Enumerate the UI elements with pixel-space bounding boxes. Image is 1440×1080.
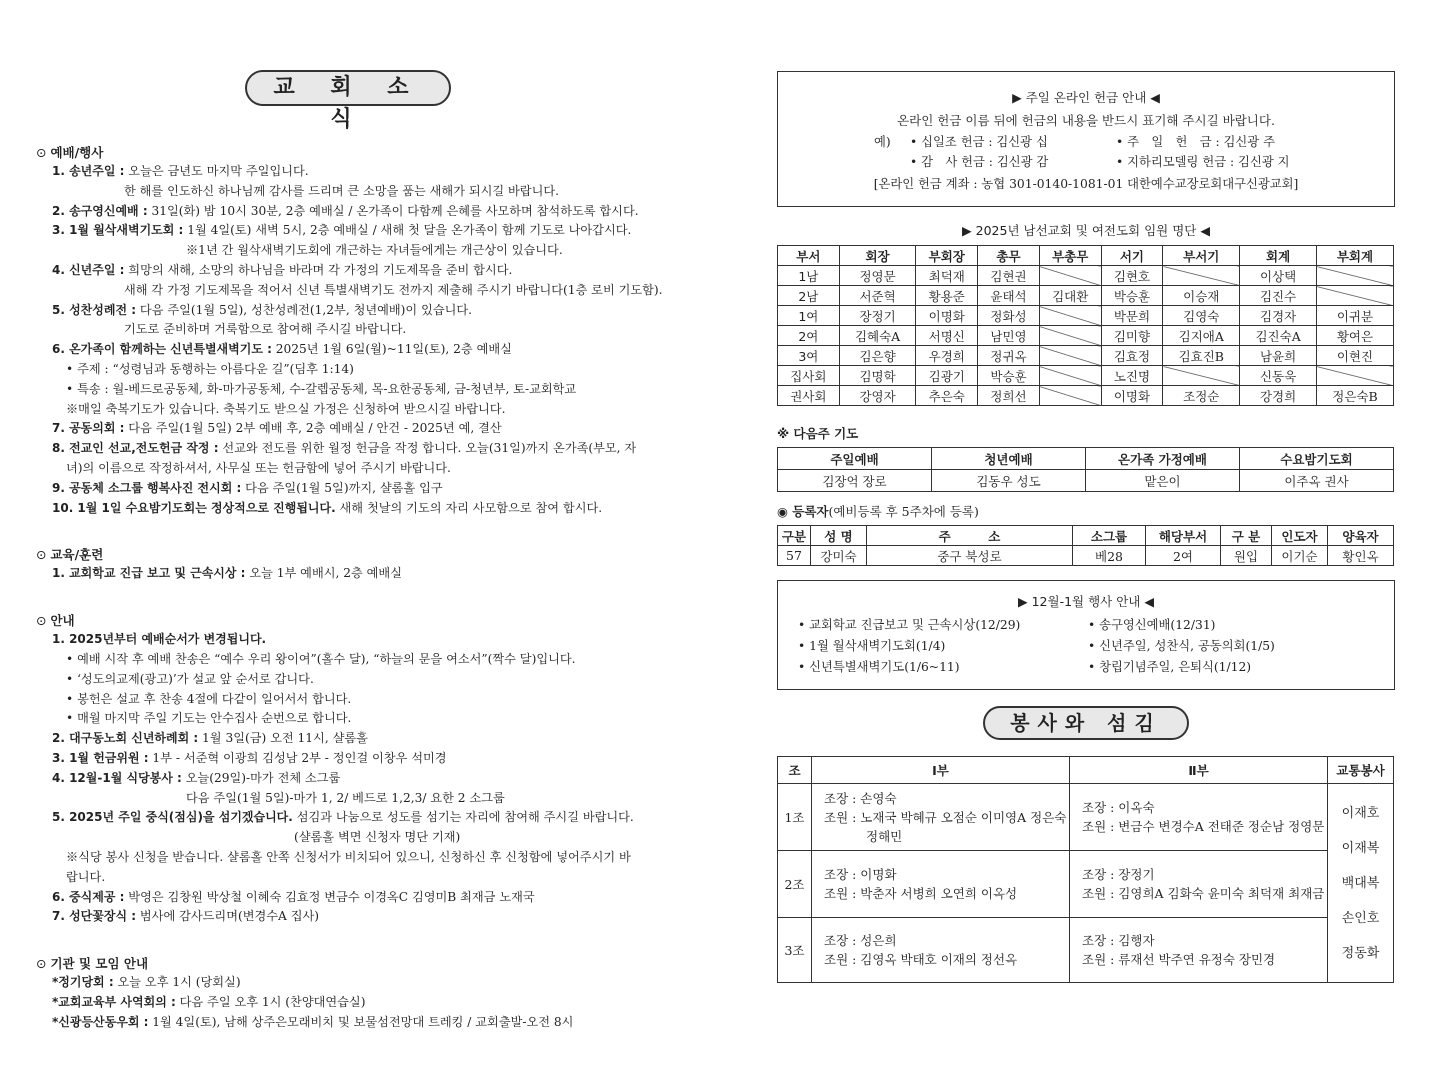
table-cell: 강미숙 xyxy=(811,546,867,566)
table-cell: 김현호 xyxy=(1101,266,1163,286)
list-item: 4. 신년주일 : 희망의 새해, 소망의 하나님을 바라며 각 가정의 기도제목을 준비 합시다. xyxy=(52,262,513,277)
list-item: • 매월 마지막 주일 기도는 안수집사 순번으로 합니다. xyxy=(66,711,352,726)
officers-title: ▶ 2025년 남선교회 및 여전도회 임원 명단 ◀ xyxy=(962,223,1210,238)
list-item: *신광등산동우회 : 1월 4일(토), 남해 상주은모래비치 및 보물섬전망대 트레킹 / 교회출발-오전 8시 xyxy=(52,1014,574,1029)
list-item: ※식당 봉사 신청을 받습니다. 샬롬홀 안쪽 신청서가 비치되어 있으니, 신청하신 후 신청함에 넣어주시기 바 xyxy=(66,849,631,864)
department-cell: 권사회 xyxy=(778,386,840,406)
column-header: 부회계 xyxy=(1316,246,1393,266)
table-cell: 중구 북성로 xyxy=(867,546,1073,566)
group-members: 조원 : 김영옥 박태호 이재의 정선옥 xyxy=(824,952,1018,967)
example-item: • 감 사 헌금 : 김신광 감 xyxy=(910,155,1049,169)
table-cell: 정은숙B xyxy=(1316,386,1393,406)
list-item: • ‘성도의교제(광고)’가 설교 앞 순서로 갑니다. xyxy=(66,671,314,686)
table-cell xyxy=(1316,366,1393,386)
group-part2 xyxy=(1070,784,1328,851)
registrants-heading: ◉ 등록자 xyxy=(777,504,829,519)
table-cell: 김동우 성도 xyxy=(932,470,1086,492)
online-offering-examples xyxy=(778,132,1394,172)
church-news-title: 교 회 소 식 xyxy=(245,70,451,106)
group-leader: 조장 : 손영숙 xyxy=(824,790,897,806)
column-header: 소그룹 xyxy=(1073,526,1146,546)
table-cell: 이승재 xyxy=(1163,286,1240,306)
list-item: • 특송 : 월-베드로공동체, 화-마가공동체, 수-갈렙공동체, 목-요한공동체, 금-청년부, 토-교회학교 xyxy=(66,381,577,396)
events-list xyxy=(778,615,1394,678)
list-item: 5. 2025년 주일 중식(점심)을 섬기겠습니다. 섬김과 나눔으로 성도를 섬기는 자리에 참여해 주시길 바랍니다. xyxy=(52,810,634,825)
groups-heading: ⊙ 기관 및 모임 안내 xyxy=(36,955,676,973)
table-cell: 남민영 xyxy=(978,326,1040,346)
table-row xyxy=(778,386,1394,406)
table-cell: 이현진 xyxy=(1316,346,1393,366)
table-cell xyxy=(1039,266,1101,286)
table-cell: 조정순 xyxy=(1163,386,1240,406)
traffic-name: 이재호 xyxy=(1341,805,1380,821)
table-cell xyxy=(1039,366,1101,386)
group-name: 3조 xyxy=(778,918,812,983)
table-row xyxy=(778,326,1394,346)
list-item: ※1년 간 월삭새벽기도회에 개근하는 자녀들에게는 개근상이 있습니다. xyxy=(186,243,563,258)
table-row xyxy=(778,470,1394,492)
traffic-name: 손인호 xyxy=(1341,910,1380,926)
group-name: 1조 xyxy=(778,784,812,851)
table-row xyxy=(778,366,1394,386)
table-cell xyxy=(1039,346,1101,366)
group-name: 2조 xyxy=(778,851,812,918)
table-cell xyxy=(1039,326,1101,346)
column-header: Ⅰ부 xyxy=(812,757,1070,784)
table-cell: 김진수 xyxy=(1240,286,1317,306)
worship-list xyxy=(36,162,676,518)
list-item: 1. 2025년부터 예배순서가 변경됩니다. xyxy=(52,632,267,647)
table-cell: 베28 xyxy=(1073,546,1146,566)
table-cell: 서준혁 xyxy=(839,286,916,306)
list-item: 1. 송년주일 : 오늘은 금년도 마지막 주일입니다. xyxy=(52,164,309,178)
list-item: *교회교육부 사역회의 : 다음 주일 오후 1시 (찬양대연습실) xyxy=(52,994,366,1009)
group-members: 조원 : 노재국 박혜규 오점순 이미영A 정은숙 정해민 xyxy=(824,809,1067,844)
table-cell: 김광기 xyxy=(916,366,978,386)
table-row xyxy=(778,266,1394,286)
example-label: 예) xyxy=(874,135,891,149)
table-cell: 김효정 xyxy=(1101,346,1163,366)
table-cell: 박승훈 xyxy=(1101,286,1163,306)
table-cell: 정귀옥 xyxy=(978,346,1040,366)
table-row xyxy=(778,286,1394,306)
table-cell: 김진숙A xyxy=(1240,326,1317,346)
table-cell: 김영숙 xyxy=(1163,306,1240,326)
department-cell: 1여 xyxy=(778,306,840,326)
church-news-page xyxy=(36,70,676,1032)
table-row xyxy=(778,546,1394,566)
table-cell: 서명신 xyxy=(916,326,978,346)
group-part1 xyxy=(812,918,1070,983)
table-cell: 우경희 xyxy=(916,346,978,366)
table-header-row xyxy=(778,757,1394,784)
department-cell: 집사회 xyxy=(778,366,840,386)
registrants-heading-line xyxy=(777,502,1395,522)
table-cell: 김미향 xyxy=(1101,326,1163,346)
table-row xyxy=(778,918,1394,983)
column-header: 구 분 xyxy=(1221,526,1272,546)
list-item: • 예배 시작 후 예배 찬송은 “예수 우리 왕이여”(홀수 달), “하늘의 문을 여소서”(짝수 달)입니다. xyxy=(66,651,576,666)
officers-rows xyxy=(778,266,1394,406)
table-cell: 이귀분 xyxy=(1316,306,1393,326)
list-item: 1. 교회학교 진급 보고 및 근속시상 : 오늘 1부 예배시, 2층 예배실 xyxy=(52,566,402,581)
table-cell xyxy=(1316,266,1393,286)
table-cell xyxy=(1163,366,1240,386)
list-item: 2. 송구영신예배 : 31일(화) 밤 10시 30분, 2층 예배실 / 온가족이 다함께 은혜를 사모하며 참석하도록 합시다. xyxy=(52,203,639,218)
traffic-name: 이재복 xyxy=(1341,840,1380,856)
table-cell: 맡은이 xyxy=(1086,470,1240,492)
group-members: 조원 : 류재선 박주연 유정숙 장민경 xyxy=(1082,952,1276,967)
list-item: 새해 각 가정 기도제목을 적어서 신년 특별새벽기도 전까지 제출해 주시기 바랍니다(1층 로비 기도함). xyxy=(124,282,663,297)
example-item: • 지하리모델링 헌금 : 김신광 지 xyxy=(1116,155,1290,169)
table-cell: 김경자 xyxy=(1240,306,1317,326)
column-header: 서기 xyxy=(1101,246,1163,266)
list-item: 6. 온가족이 함께하는 신년특별새벽기도 : 2025년 1월 6일(월)~11일(토), 2층 예배실 xyxy=(52,342,512,357)
table-row xyxy=(778,346,1394,366)
groups-list xyxy=(36,973,676,1032)
group-part2 xyxy=(1070,918,1328,983)
table-cell: 김효진B xyxy=(1163,346,1240,366)
group-part2 xyxy=(1070,851,1328,918)
list-item: 10. 1월 1일 수요밤기도회는 정상적으로 진행됩니다. 새해 첫날의 기도의 자리 사모함으로 참여 합시다. xyxy=(52,500,603,515)
group-part1 xyxy=(812,784,1070,851)
column-header: 해당부서 xyxy=(1146,526,1221,546)
list-item: 7. 성단꽃장식 : 범사에 감사드리며(변경수A 집사) xyxy=(52,909,320,924)
table-cell: 이상택 xyxy=(1240,266,1317,286)
events-title: ▶ 12월-1월 행사 안내 ◀ xyxy=(1018,594,1154,609)
list-item: • 송구영신예배(12/31) xyxy=(1088,618,1216,632)
table-cell xyxy=(1039,306,1101,326)
column-header: 수요밤기도회 xyxy=(1240,448,1394,470)
online-account: [온라인 헌금 계좌 : 농협 301-0140-1081-01 대한예수교장로회대구신광교회] xyxy=(873,177,1299,191)
column-header: 주 소 xyxy=(867,526,1073,546)
group-leader: 조장 : 성은희 xyxy=(824,933,897,948)
list-item: • 신년특별새벽기도(1/6~11) xyxy=(798,660,960,674)
table-cell: 김혜숙A xyxy=(839,326,916,346)
table-header-row xyxy=(778,448,1394,470)
table-cell: 김은향 xyxy=(839,346,916,366)
registrants-table xyxy=(777,525,1394,566)
list-item: • 봉헌은 설교 후 찬송 4절에 다같이 일어서서 합니다. xyxy=(66,691,352,706)
list-item: • 신년주일, 성찬식, 공동의회(1/5) xyxy=(1088,639,1275,653)
traffic-name: 정동화 xyxy=(1341,945,1380,961)
group-leader: 조장 : 장정기 xyxy=(1082,867,1155,882)
table-cell: 김대환 xyxy=(1039,286,1101,306)
list-item: 5. 성찬성례전 : 다음 주일(1월 5일), 성찬성례전(1,2부, 청년예배)이 있습니다. xyxy=(52,302,473,317)
list-item: • 주제 : “성령님과 동행하는 아름다운 길”(딤후 1:14) xyxy=(66,361,354,376)
list-item: 3. 1월 월삭새벽기도회 : 1월 4일(토) 새벽 5시, 2층 예배실 / 새해 첫 달을 온가족이 함께 기도로 나아갑시다. xyxy=(52,223,632,238)
column-header: 회계 xyxy=(1240,246,1317,266)
group-members: 조원 : 변금수 변경수A 전태준 정순남 정영문 xyxy=(1082,819,1325,834)
list-item: 7. 공동의회 : 다음 주일(1월 5일) 2부 예배 후, 2층 예배실 / 안건 - 2025년 예, 결산 xyxy=(52,421,502,436)
online-offering-desc: 온라인 헌금 이름 뒤에 헌금의 내용을 반드시 표기해 주시길 바랍니다. xyxy=(897,113,1275,128)
list-item: 3. 1월 헌금위원 : 1부 - 서준혁 이광희 김성남 2부 - 정인걸 이창우 석미경 xyxy=(52,750,447,765)
table-cell: 신동욱 xyxy=(1240,366,1317,386)
table-cell: 박승훈 xyxy=(978,366,1040,386)
table-cell: 이주옥 권사 xyxy=(1240,470,1394,492)
list-item: 4. 12월-1월 식당봉사 : 오늘(29일)-마가 전체 소그룹 xyxy=(52,770,341,785)
table-cell xyxy=(1163,266,1240,286)
table-cell: 황인옥 xyxy=(1328,546,1394,566)
table-cell: 최덕재 xyxy=(916,266,978,286)
table-cell: 황용준 xyxy=(916,286,978,306)
table-cell: 강영자 xyxy=(839,386,916,406)
table-cell: 김지애A xyxy=(1163,326,1240,346)
table-cell: 박문희 xyxy=(1101,306,1163,326)
table-cell: 강경희 xyxy=(1240,386,1317,406)
table-cell: 57 xyxy=(778,546,811,566)
online-offering-box xyxy=(777,71,1395,207)
education-heading: ⊙ 교육/훈련 xyxy=(36,546,676,564)
table-header-row xyxy=(778,246,1394,266)
table-row xyxy=(778,784,1394,851)
list-item: • 교회학교 진급보고 및 근속시상(12/29) xyxy=(798,618,1021,632)
list-item: 9. 공동체 소그룹 행복사진 전시회 : 다음 주일(1월 5일)까지, 샬롬홀 입구 xyxy=(52,480,443,495)
table-cell: 이기순 xyxy=(1272,546,1328,566)
department-cell: 1남 xyxy=(778,266,840,286)
right-page xyxy=(777,71,1395,983)
traffic-name: 백대복 xyxy=(1341,875,1380,891)
column-header: 구분 xyxy=(778,526,811,546)
column-header: 온가족 가정예배 xyxy=(1086,448,1240,470)
traffic-volunteers xyxy=(1328,784,1394,983)
service-title: 봉사와 섬김 xyxy=(983,706,1189,740)
table-cell: 노진명 xyxy=(1101,366,1163,386)
table-cell: 황여은 xyxy=(1316,326,1393,346)
table-cell: 원입 xyxy=(1221,546,1272,566)
events-box xyxy=(777,580,1395,690)
table-cell xyxy=(1316,286,1393,306)
group-part1 xyxy=(812,851,1070,918)
notice-heading: ⊙ 안내 xyxy=(36,612,676,630)
table-cell: 이명화 xyxy=(1101,386,1163,406)
worship-heading: ⊙ 예배/행사 xyxy=(36,144,676,162)
list-item: • 창립기념주일, 은퇴식(1/12) xyxy=(1088,660,1252,674)
service-table xyxy=(777,756,1394,983)
column-header: 성 명 xyxy=(811,526,867,546)
group-leader: 조장 : 김행자 xyxy=(1082,933,1155,948)
table-cell: 추은숙 xyxy=(916,386,978,406)
column-header: Ⅱ부 xyxy=(1070,757,1328,784)
column-header: 부서기 xyxy=(1163,246,1240,266)
list-item: ※매일 축복기도가 있습니다. 축복기도 받으실 가정은 신청하여 받으시길 바랍니다. xyxy=(66,401,506,416)
column-header: 양육자 xyxy=(1328,526,1394,546)
example-item: • 십일조 헌금 : 김신광 십 xyxy=(910,135,1048,149)
column-header: 주일예배 xyxy=(778,448,932,470)
table-cell: 정화성 xyxy=(978,306,1040,326)
list-item: 랍니다. xyxy=(66,869,106,884)
list-item: *정기당회 : 오늘 오후 1시 (당회실) xyxy=(52,975,241,990)
table-cell: 장정기 xyxy=(839,306,916,326)
list-item: • 1월 월삭새벽기도회(1/4) xyxy=(798,639,946,653)
list-item: 8. 전교인 선교,전도헌금 작정 : 선교와 전도를 위한 월정 헌금을 작정 합니다. 오늘(31일)까지 온가족(부모, 자 xyxy=(52,441,637,456)
column-header: 회장 xyxy=(839,246,916,266)
table-cell: 김현권 xyxy=(978,266,1040,286)
list-item: 한 해를 인도하신 하나님께 감사를 드리며 큰 소망을 품는 새해가 되시길 바랍니다. xyxy=(124,183,560,198)
list-item: (샬롬홀 벽면 신청자 명단 기재) xyxy=(294,830,461,845)
table-cell: 2여 xyxy=(1146,546,1221,566)
prayer-table xyxy=(777,447,1394,492)
table-header-row xyxy=(778,526,1394,546)
list-item: 녀)의 이름으로 작정하셔서, 사무실 또는 헌금함에 넣어 주시기 바랍니다. xyxy=(66,460,451,475)
column-header: 부회장 xyxy=(916,246,978,266)
table-cell: 남윤희 xyxy=(1240,346,1317,366)
table-row xyxy=(778,851,1394,918)
table-cell: 이명화 xyxy=(916,306,978,326)
table-cell: 김장억 장로 xyxy=(778,470,932,492)
column-header: 부서 xyxy=(778,246,840,266)
column-header: 청년예배 xyxy=(932,448,1086,470)
list-item: 2. 대구동노회 신년하례회 : 1월 3일(금) 오전 11시, 샬롬홀 xyxy=(52,731,368,746)
table-cell: 정희선 xyxy=(978,386,1040,406)
department-cell: 2여 xyxy=(778,326,840,346)
registrants-note: (예비등록 후 5주차에 등록) xyxy=(828,504,979,519)
department-cell: 3여 xyxy=(778,346,840,366)
table-cell xyxy=(1039,386,1101,406)
column-header: 교통봉사 xyxy=(1328,757,1394,784)
table-cell: 윤태석 xyxy=(978,286,1040,306)
list-item: 다음 주일(1월 5일)-마가 1, 2/ 베드로 1,2,3/ 요한 2 소그룹 xyxy=(186,790,505,805)
group-leader: 조장 : 이옥숙 xyxy=(1082,800,1155,815)
column-header: 부총무 xyxy=(1039,246,1101,266)
list-item: 6. 중식제공 : 박영은 김창원 박상철 이혜숙 김효정 변금수 이경옥C 김영미B 최재금 노재국 xyxy=(52,889,535,904)
table-cell: 김명학 xyxy=(839,366,916,386)
prayer-heading: ※ 다음주 기도 xyxy=(777,426,859,441)
example-item: • 주 일 헌 금 : 김신광 주 xyxy=(1116,135,1275,149)
group-leader: 조장 : 이명화 xyxy=(824,867,897,882)
department-cell: 2남 xyxy=(778,286,840,306)
notice-list xyxy=(36,630,676,927)
group-members: 조원 : 김영희A 김화숙 윤미숙 최덕재 최재금 xyxy=(1082,886,1325,901)
group-members: 조원 : 박춘자 서병희 오연희 이옥성 xyxy=(824,886,1018,901)
table-cell: 정영문 xyxy=(839,266,916,286)
column-header: 총무 xyxy=(978,246,1040,266)
table-row xyxy=(778,306,1394,326)
online-offering-title: ▶ 주일 온라인 헌금 안내 ◀ xyxy=(1012,90,1160,105)
officers-table xyxy=(777,245,1394,406)
list-item: 기도로 준비하며 거룩함으로 참여해 주시길 바랍니다. xyxy=(124,322,407,337)
column-header: 조 xyxy=(778,757,812,784)
column-header: 인도자 xyxy=(1272,526,1328,546)
